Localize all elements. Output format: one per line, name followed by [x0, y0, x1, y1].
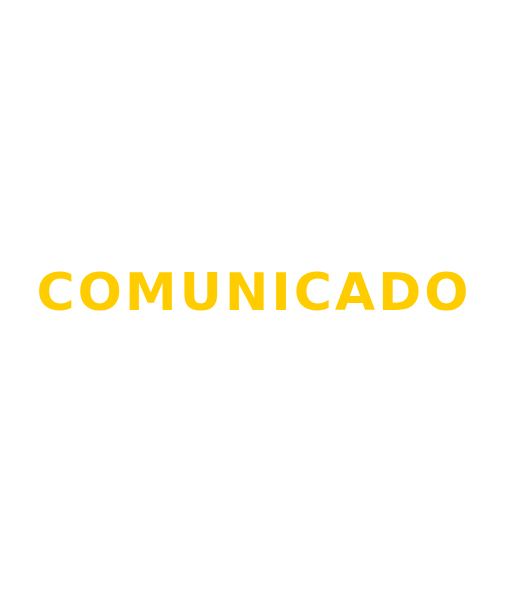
- announcement-title: COMUNICADO: [36, 263, 472, 323]
